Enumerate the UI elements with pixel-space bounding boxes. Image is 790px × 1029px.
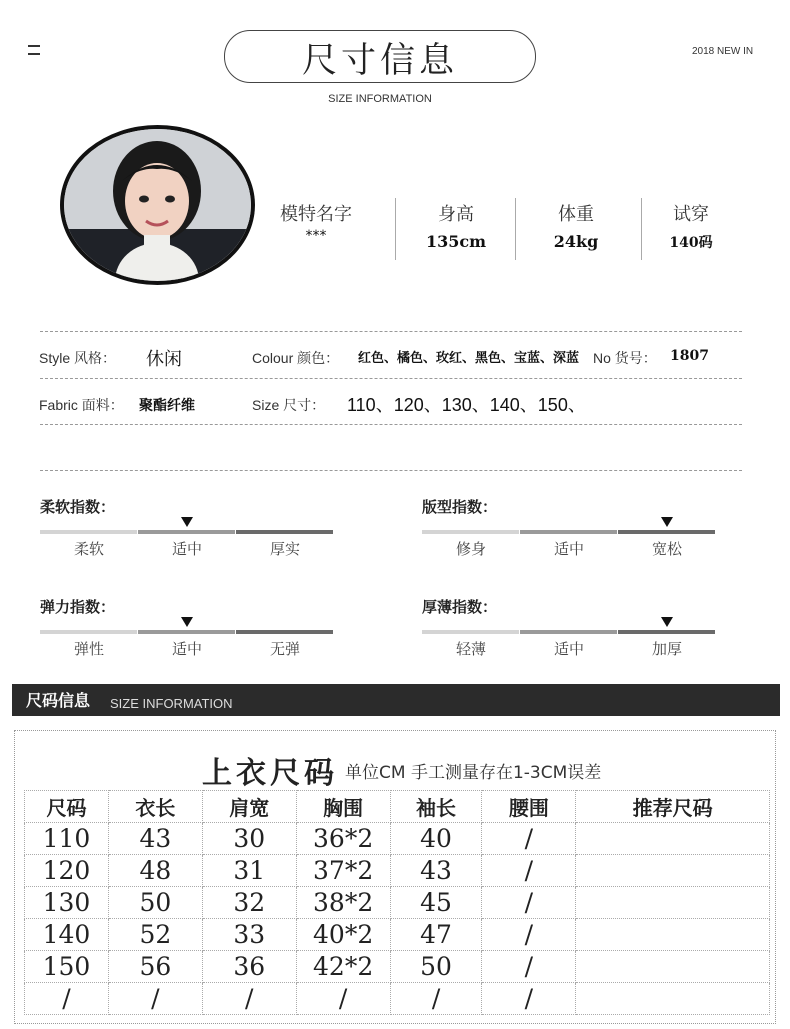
divider xyxy=(40,424,742,425)
table-cell: 52 xyxy=(108,919,202,951)
header-cell: 胸围 xyxy=(296,791,390,823)
table-header-row xyxy=(25,791,770,823)
table-row xyxy=(25,855,770,887)
size-value: 110、120、130、140、150、 xyxy=(347,395,586,415)
table-cell: / xyxy=(482,855,576,887)
table-cell: 32 xyxy=(202,887,296,919)
table-row xyxy=(25,951,770,983)
stat-value: *** xyxy=(305,228,327,244)
scale-segment xyxy=(520,630,617,634)
colour-value: 红色、橘色、玫红、黑色、宝蓝、深蓝 xyxy=(358,351,580,366)
scale-option-label: 弹性 xyxy=(73,640,104,658)
page-subtitle: SIZE INFORMATION xyxy=(328,93,432,105)
scale-option-label: 无弹 xyxy=(269,640,300,658)
weight-stat xyxy=(530,200,622,251)
table-cell: 50 xyxy=(390,951,482,983)
table-cell: / xyxy=(202,983,296,1015)
table-cell: 120 xyxy=(25,855,109,887)
stat-divider xyxy=(515,198,516,260)
scale-segment xyxy=(236,530,333,534)
table-cell: / xyxy=(296,983,390,1015)
table-cell xyxy=(576,919,770,951)
table-cell: / xyxy=(482,823,576,855)
header-cell: 袖长 xyxy=(390,791,482,823)
scale-option-label: 宽松 xyxy=(651,540,682,558)
size-table xyxy=(24,790,770,1015)
stat-label: 试穿 xyxy=(673,204,709,225)
item-no-value: 1807 xyxy=(670,348,709,364)
table-cell: 47 xyxy=(390,919,482,951)
table-row xyxy=(25,983,770,1015)
scale-option-label: 适中 xyxy=(553,540,584,558)
header-cell: 腰围 xyxy=(482,791,576,823)
scale-option-label: 适中 xyxy=(171,540,202,558)
table-cell: / xyxy=(25,983,109,1015)
scale-segment xyxy=(618,630,715,634)
scale-segment xyxy=(40,530,137,534)
table-cell: / xyxy=(108,983,202,1015)
table-cell: / xyxy=(482,919,576,951)
index-title: 柔软指数： xyxy=(40,498,116,516)
table-cell: / xyxy=(390,983,482,1015)
size-label: Size 尺寸： xyxy=(252,397,326,413)
scale-segment xyxy=(138,530,235,534)
table-cell: 30 xyxy=(202,823,296,855)
table-cell: / xyxy=(482,887,576,919)
scale-segment xyxy=(422,630,519,634)
table-cell: 140 xyxy=(25,919,109,951)
table-cell: 110 xyxy=(25,823,109,855)
table-cell: / xyxy=(482,983,576,1015)
stat-label: 体重 xyxy=(558,204,594,225)
stat-value: 140码 xyxy=(669,235,713,251)
stat-label: 模特名字 xyxy=(280,204,352,225)
table-cell: / xyxy=(482,951,576,983)
model-avatar xyxy=(60,125,255,285)
divider xyxy=(40,470,742,471)
selected-marker-icon xyxy=(181,517,193,527)
table-cell: 50 xyxy=(108,887,202,919)
header-cell: 衣长 xyxy=(108,791,202,823)
scale-segment xyxy=(40,630,137,634)
selected-marker-icon xyxy=(181,617,193,627)
selected-marker-icon xyxy=(661,517,673,527)
scale-segment xyxy=(422,530,519,534)
table-cell: 40*2 xyxy=(296,919,390,951)
divider xyxy=(40,378,742,379)
table-cell xyxy=(576,983,770,1015)
fabric-label: Fabric 面料： xyxy=(39,397,124,413)
table-cell: 38*2 xyxy=(296,887,390,919)
table-cell xyxy=(576,855,770,887)
size-table-note: 单位CM 手工测量存在1-3CM误差 xyxy=(345,763,602,783)
header-cell: 推荐尺码 xyxy=(576,791,770,823)
table-row xyxy=(25,823,770,855)
style-value: 休闲 xyxy=(146,349,182,369)
table-cell: 36*2 xyxy=(296,823,390,855)
stat-label: 身高 xyxy=(438,204,474,225)
banner-title-cn: 尺码信息 xyxy=(26,691,91,710)
new-in-tag: 2018 NEW IN xyxy=(692,46,754,57)
scale-option-label: 厚实 xyxy=(269,540,300,558)
scale-option-label: 加厚 xyxy=(651,640,682,658)
table-cell xyxy=(576,951,770,983)
fabric-value: 聚酯纤维 xyxy=(139,398,195,414)
scale-option-label: 轻薄 xyxy=(455,640,486,658)
height-stat xyxy=(410,200,502,251)
index-title: 弹力指数： xyxy=(40,598,116,616)
table-cell: 48 xyxy=(108,855,202,887)
stat-value: 24kg xyxy=(553,232,599,251)
scale-option-label: 适中 xyxy=(171,640,202,658)
table-cell: 42*2 xyxy=(296,951,390,983)
table-cell: 36 xyxy=(202,951,296,983)
scale-segment xyxy=(520,530,617,534)
index-title: 版型指数： xyxy=(422,498,498,516)
table-cell: 37*2 xyxy=(296,855,390,887)
table-cell: 56 xyxy=(108,951,202,983)
table-cell: 130 xyxy=(25,887,109,919)
menu-icon[interactable] xyxy=(28,45,40,55)
table-cell: 43 xyxy=(108,823,202,855)
try-on-stat xyxy=(645,200,737,252)
item-no-label: No 货号： xyxy=(593,350,657,366)
table-cell xyxy=(576,823,770,855)
stat-value: 135cm xyxy=(425,232,487,251)
header-cell: 肩宽 xyxy=(202,791,296,823)
table-row xyxy=(25,887,770,919)
scale-option-label: 适中 xyxy=(553,640,584,658)
style-label: Style 风格： xyxy=(39,350,117,366)
banner-title-en: SIZE INFORMATION xyxy=(110,696,233,711)
scale-segment xyxy=(618,530,715,534)
colour-label: Colour 颜色： xyxy=(252,350,340,366)
page-title: 尺寸信息 xyxy=(301,41,458,81)
table-row xyxy=(25,919,770,951)
table-cell: 31 xyxy=(202,855,296,887)
stat-divider xyxy=(641,198,642,260)
scale-segment xyxy=(236,630,333,634)
scale-segment xyxy=(138,630,235,634)
table-cell: 150 xyxy=(25,951,109,983)
index-title: 厚薄指数： xyxy=(422,598,498,616)
stat-divider xyxy=(395,198,396,260)
selected-marker-icon xyxy=(661,617,673,627)
table-cell xyxy=(576,887,770,919)
table-cell: 40 xyxy=(390,823,482,855)
size-table-title: 上衣尺码 xyxy=(202,756,338,791)
table-cell: 33 xyxy=(202,919,296,951)
header-cell: 尺码 xyxy=(25,791,109,823)
scale-option-label: 修身 xyxy=(455,540,486,558)
table-cell: 43 xyxy=(390,855,482,887)
scale-option-label: 柔软 xyxy=(73,540,104,558)
model-name-stat xyxy=(270,200,362,244)
table-cell: 45 xyxy=(390,887,482,919)
divider xyxy=(40,331,742,332)
